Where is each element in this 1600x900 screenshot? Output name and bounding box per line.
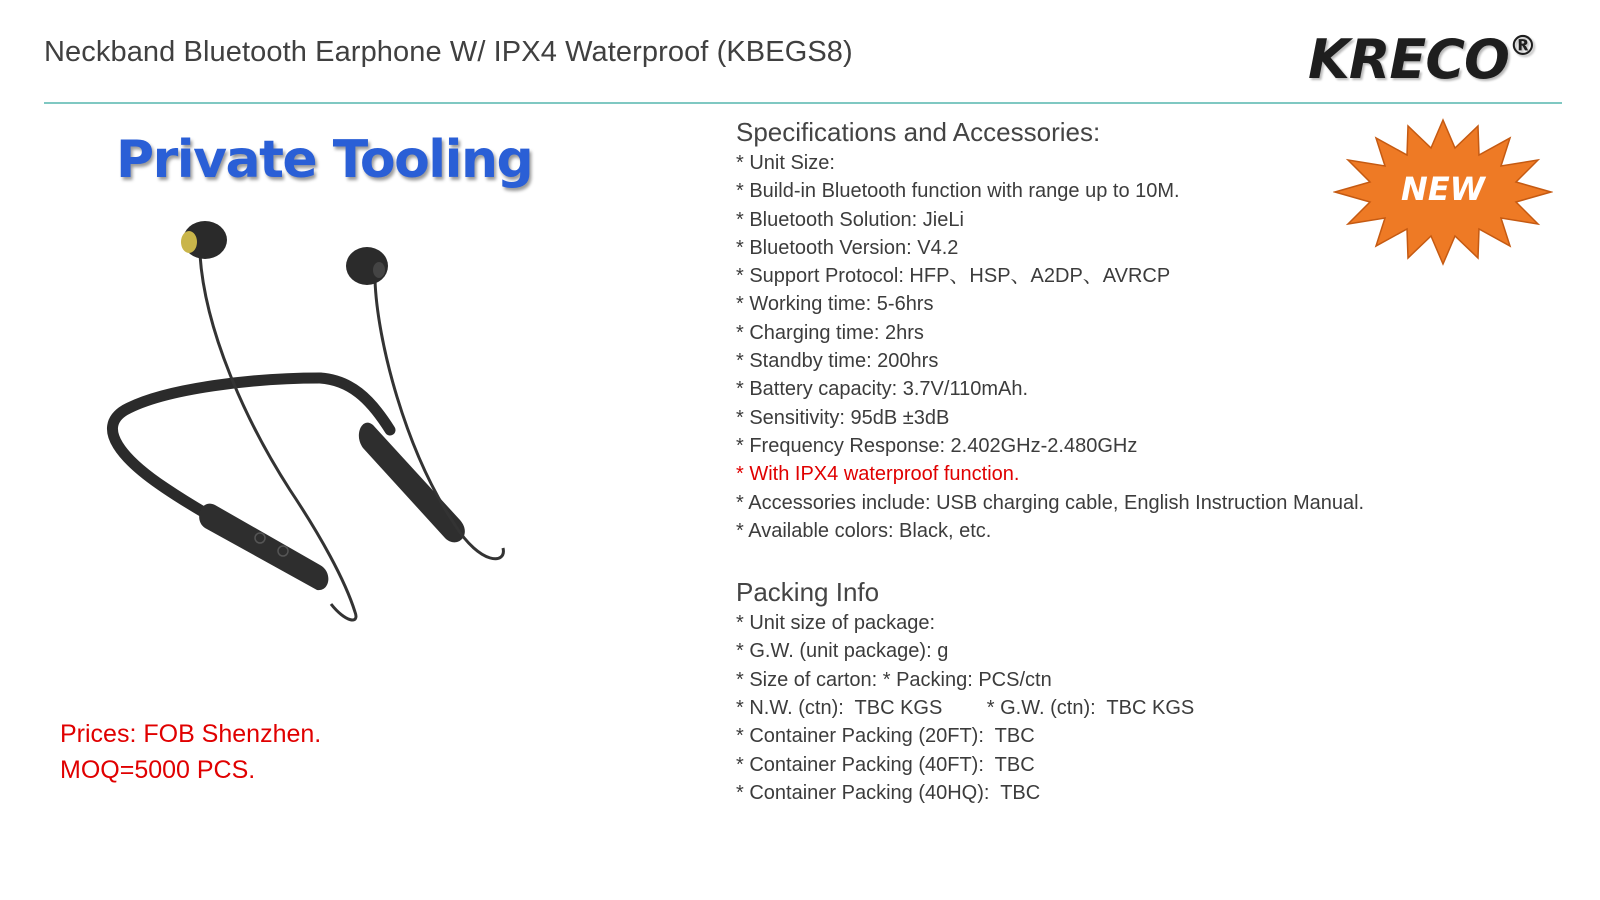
packing-section xyxy=(736,575,1496,807)
spec-item: * Build-in Bluetooth function with range up to 10M. xyxy=(736,180,1180,203)
packing-heading: Packing Info xyxy=(736,577,880,608)
packing-item: * Container Packing (40HQ): TBC xyxy=(736,781,1041,804)
packing-item: * N.W. (ctn): TBC KGS * G.W. (ctn): TBC KGS xyxy=(736,697,1195,720)
left-control-pod xyxy=(199,504,328,590)
spec-item: * Bluetooth Solution: JieLi xyxy=(736,208,964,231)
header-divider xyxy=(44,102,1562,104)
spec-item: * Accessories include: USB charging cable, English Instruction Manual. xyxy=(736,491,1365,514)
specs-list xyxy=(736,149,1496,545)
specs-heading: Specifications and Accessories: xyxy=(736,117,1101,147)
price-info xyxy=(60,716,321,788)
packing-list xyxy=(736,609,1496,807)
spec-item: * Frequency Response: 2.402GHz-2.480GHz xyxy=(736,434,1138,457)
left-earbud-ring xyxy=(181,231,197,253)
spec-item: * Battery capacity: 3.7V/110mAh. xyxy=(736,378,1029,401)
kreco-logo xyxy=(1308,28,1536,91)
neckband-earphone-image xyxy=(105,220,545,640)
packing-item: * Container Packing (40FT): TBC xyxy=(736,753,1035,776)
prices-line: Prices: FOB Shenzhen. xyxy=(60,720,322,748)
spec-item: * Sensitivity: 95dB ±3dB xyxy=(736,406,950,429)
new-badge-label: NEW xyxy=(1401,170,1485,208)
packing-item: * Unit size of package: xyxy=(736,612,935,635)
spec-item: * Working time: 5-6hrs xyxy=(736,293,934,316)
spec-item: * Charging time: 2hrs xyxy=(736,321,924,344)
packing-item: * Size of carton: * Packing: PCS/ctn xyxy=(736,668,1052,691)
spec-item-waterproof: * With IPX4 waterproof function. xyxy=(736,463,1020,486)
spec-item: * Unit Size: xyxy=(736,152,835,174)
spec-item: * Support Protocol: HFP、HSP、A2DP、AVRCP xyxy=(736,265,1171,288)
moq-line: MOQ=5000 PCS. xyxy=(60,756,256,784)
neckband-right-arm xyxy=(320,378,390,430)
right-earbud-tip xyxy=(373,262,385,278)
spec-item: * Standby time: 200hrs xyxy=(736,350,939,373)
spec-panel xyxy=(736,115,1496,807)
packing-item: * Container Packing (20FT): TBC xyxy=(736,725,1035,748)
spec-item: * Bluetooth Version: V4.2 xyxy=(736,236,959,259)
spec-item: * Available colors: Black, etc. xyxy=(736,519,992,542)
page-title: Neckband Bluetooth Earphone W/ IPX4 Waterproof (KBEGS8) xyxy=(44,36,853,68)
packing-item: * G.W. (unit package): g xyxy=(736,640,949,663)
logo-text: KRECO xyxy=(1308,28,1509,91)
private-tooling-heading: Private Tooling xyxy=(116,130,533,190)
registered-mark: ® xyxy=(1508,29,1536,62)
